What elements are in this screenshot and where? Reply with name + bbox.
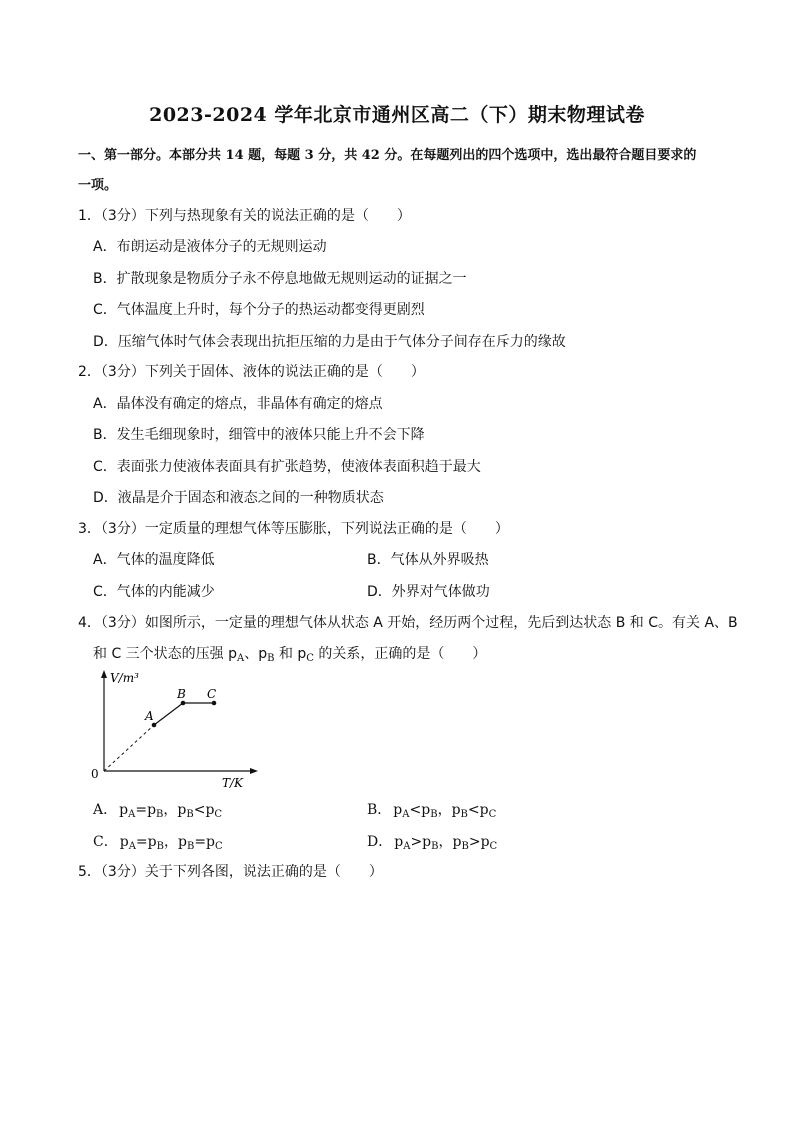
question-4-stem-text-post: 的关系，正确的是（ ） <box>313 646 487 662</box>
question-2-option-c[interactable]: C．表面张力使液体表面具有扩张趋势，使液体表面积趋于最大 <box>93 459 481 475</box>
subscript-c: C <box>489 841 498 852</box>
section-instructions <box>78 141 738 201</box>
question-1-option-a[interactable]: A．布朗运动是液体分子的无规则运动 <box>93 239 327 255</box>
subscript-b: B <box>430 809 438 820</box>
relation-symbol: = <box>194 834 207 850</box>
subscript-b: B <box>460 809 468 820</box>
subscript-b: B <box>156 841 164 852</box>
point-b-dot <box>181 701 186 706</box>
subscript-c: C <box>306 653 314 664</box>
section-instructions-line2: 一项。 <box>78 178 118 193</box>
option-letter: C． <box>93 834 118 850</box>
point-c-dot <box>212 701 217 706</box>
comma: ， <box>437 802 452 818</box>
subscript-a: A <box>128 809 136 820</box>
option-letter: A． <box>93 802 118 818</box>
point-b-label: B <box>177 687 186 701</box>
subscript-a: A <box>128 841 136 852</box>
question-1-option-b[interactable]: B．扩散现象是物质分子永不停息地做无规则运动的证据之一 <box>93 271 467 287</box>
question-1-option-c[interactable]: C．气体温度上升时，每个分子的热运动都变得更剧烈 <box>93 302 425 318</box>
question-4-stem-text-mid2: 和 p <box>274 646 307 662</box>
p-symbol: p <box>479 802 489 818</box>
question-4-option-b[interactable] <box>367 799 496 820</box>
p-symbol: p <box>480 834 490 850</box>
p-symbol: p <box>393 802 403 818</box>
question-2-stem: 2．（3分）下列关于固体、液体的说法正确的是（ ） <box>78 364 425 380</box>
subscript-c: C <box>214 809 223 820</box>
relation-symbol: < <box>467 802 480 818</box>
question-4-option-a[interactable] <box>93 799 222 820</box>
comma: ， <box>163 802 178 818</box>
option-letter: D． <box>367 834 393 850</box>
p-symbol: p <box>119 802 129 818</box>
question-4-stem: 4．（3分）如图所示，一定量的理想气体从状态 A 开始，经历两个过程，先后到达状态 B 和 C。有关 A、B <box>78 615 738 631</box>
comma: ， <box>438 834 453 850</box>
subscript-b: B <box>267 653 275 664</box>
y-axis-label: V/m³ <box>110 671 139 685</box>
p-symbol: p <box>147 834 157 850</box>
dashed-extension <box>104 725 154 771</box>
subscript-b: B <box>186 809 194 820</box>
question-1-option-d[interactable]: D．压缩气体时气体会表现出抗拒压缩的力是由于气体分子间存在斥力的缘故 <box>93 334 566 350</box>
p-symbol: p <box>177 834 187 850</box>
origin-label: 0 <box>91 767 99 781</box>
p-symbol: p <box>147 802 157 818</box>
p-symbol: p <box>205 802 215 818</box>
p-symbol: p <box>452 834 462 850</box>
y-axis-arrow <box>101 670 107 678</box>
subscript-b: B <box>186 841 195 852</box>
question-5-stem: 5．（3分）关于下列各图，说法正确的是（ ） <box>78 864 383 880</box>
p-symbol: p <box>422 834 432 850</box>
question-2-option-d[interactable]: D．液晶是介于固态和液态之间的一种物质状态 <box>93 490 384 506</box>
question-2-option-b[interactable]: B．发生毛细现象时，细管中的液体只能上升不会下降 <box>93 427 425 443</box>
question-3-option-c[interactable]: C．气体的内能减少 <box>93 584 215 600</box>
question-3-option-d[interactable]: D．外界对气体做功 <box>367 584 490 600</box>
question-4-option-c[interactable] <box>93 831 223 852</box>
p-symbol: p <box>451 802 461 818</box>
point-a-label: A <box>145 709 154 723</box>
point-a-dot <box>152 723 157 728</box>
p-symbol: p <box>119 834 129 850</box>
relation-symbol: > <box>410 834 423 850</box>
p-symbol: p <box>394 834 404 850</box>
subscript-a: A <box>403 841 411 852</box>
option-letter: B． <box>367 802 392 818</box>
p-symbol: p <box>177 802 187 818</box>
comma: ， <box>163 834 178 850</box>
subscript-c: C <box>215 841 223 852</box>
section-instructions-line1: 一、第一部分。本部分共 14 题，每题 3 分，共 42 分。在每题列出的四个选项中，选出最符合题目要求的 <box>78 148 697 163</box>
subscript-c: C <box>488 809 497 820</box>
relation-symbol: < <box>193 802 206 818</box>
point-c-label: C <box>207 687 217 701</box>
x-axis-label: T/K <box>222 776 244 790</box>
question-1-stem: 1．（3分）下列与热现象有关的说法正确的是（ ） <box>78 208 411 224</box>
relation-symbol: < <box>409 802 422 818</box>
page-title: 2023-2024 学年北京市通州区高二（下）期末物理试卷 <box>149 104 645 126</box>
subscript-b: B <box>431 841 439 852</box>
p-symbol: p <box>206 834 216 850</box>
question-2-option-a[interactable]: A．晶体没有确定的熔点，非晶体有确定的熔点 <box>93 396 383 412</box>
question-3-option-a[interactable]: A．气体的温度降低 <box>93 552 215 568</box>
question-3-stem: 3．（3分）一定质量的理想气体等压膨胀，下列说法正确的是（ ） <box>78 521 509 537</box>
subscript-a: A <box>237 653 245 664</box>
p-symbol: p <box>421 802 431 818</box>
vt-graph <box>88 668 268 790</box>
relation-symbol: = <box>135 802 148 818</box>
question-4-stem-text-mid1: 、p <box>244 646 268 662</box>
subscript-a: A <box>402 809 410 820</box>
subscript-b: B <box>156 809 164 820</box>
question-4-option-d[interactable] <box>367 831 497 852</box>
x-axis-arrow <box>250 768 258 774</box>
subscript-b: B <box>461 841 469 852</box>
question-3-option-b[interactable]: B．气体从外界吸热 <box>367 552 489 568</box>
relation-symbol: = <box>135 834 148 850</box>
relation-symbol: > <box>468 834 481 850</box>
question-4-stem-line2 <box>93 643 486 664</box>
segment-a-b <box>154 703 183 725</box>
question-4-stem-text-pre: 和 C 三个状态的压强 p <box>93 646 238 662</box>
